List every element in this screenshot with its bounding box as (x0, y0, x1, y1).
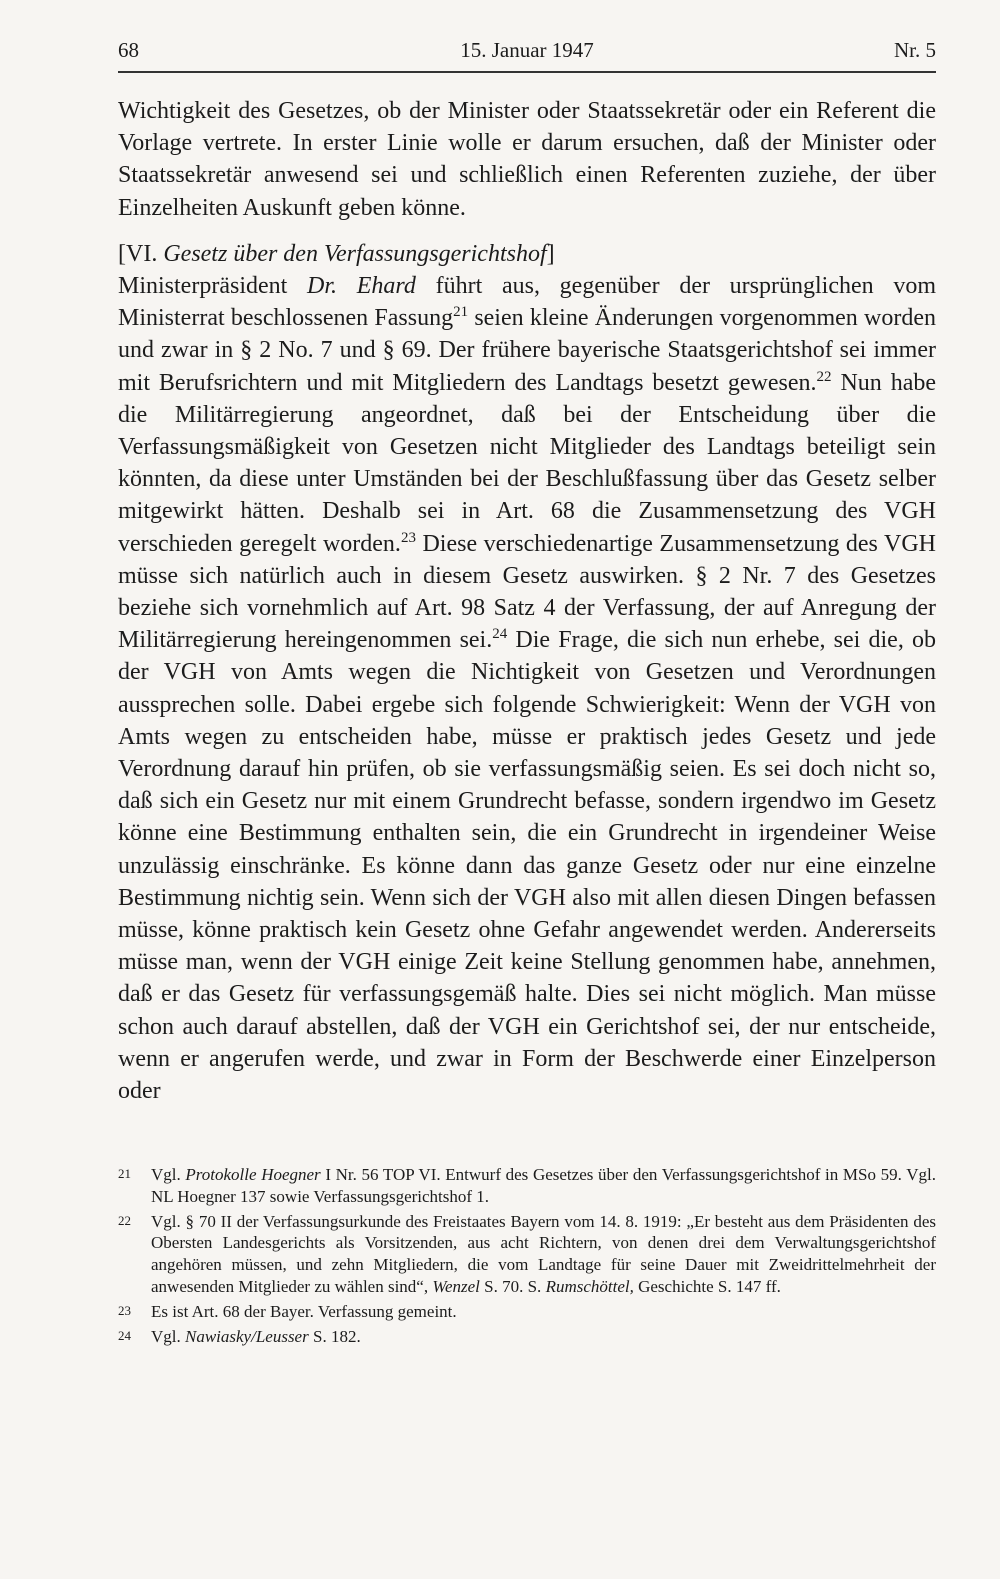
footnote-22: 22 Vgl. § 70 II der Verfassungsurkunde des Freistaates Bayern vom 14. 8. 1919: „Er besteht aus dem Präsidenten des Obersten Landesgerichts als Vorsitzenden, aus acht Richtern, von denen drei dem Verwaltungsgerichtshof angehören müssen, und zehn Mitgliedern, die vom Landtage für seine Dauer mit Zweidrittelmehrheit der anwesenden Mitglieder zu wählen sind“, Wenzel S. 70. S. Rumschöttel, Geschichte S. 147 ff. (118, 1211, 936, 1296)
paragraph-1: Wichtigkeit des Gesetzes, ob der Minister oder Staatssekretär oder ein Referent die Vorlage vertrete. In erster Linie wolle er darum ersuchen, daß der Minister oder Staatssekretär anwesend sei und schließlich einen Referenten zuziehe, der über Einzelheiten Auskunft geben könne. (118, 98, 936, 221)
issue-number: Nr. 5 (894, 38, 936, 62)
main-text (118, 95, 936, 1107)
footnotes (118, 1164, 936, 1350)
footnote-ref-22[interactable]: 22 (816, 368, 832, 385)
header-date: 15. Januar 1947 (460, 38, 594, 62)
footnote-ref-24[interactable]: 24 (492, 626, 508, 643)
person-name: Dr. Ehard (307, 273, 416, 300)
footnote-23: 23 Es ist Art. 68 der Bayer. Verfassung gemeint. (118, 1301, 457, 1321)
section-heading-title: Gesetz über den Verfassungsgerichtshof (163, 240, 547, 267)
paragraph-2: Ministerpräsident Dr. Ehard führt aus, gegenüber der ursprünglichen vom Ministerrat beschlossenen Fassung$^{21}$ seien kleine Änderungen vorgenommen worden und zwar in § 2 No. 7 und § 69. Der frühere bayerische Staatsgerichtshof sei immer mit Berufsrichtern und mit Mitgliedern des Landtags besetzt gewesen.$^{22}$ Nun habe die Militärregierung angeordnet, daß bei der Entscheidung über die Verfassungsmäßigkeit von Gesetzen nicht Mitglieder des Landtags beteiligt sein könnten, da diese unter Umständen bei der Beschlußfassung über das Gesetz selber mitgewirkt hätten. Deshalb sei in Art. 68 die Zusammensetzung des VGH verschieden geregelt worden.$^{23}$ Diese verschiedenartige Zusammensetzung des VGH müsse sich natürlich auch in diesem Gesetz auswirken. § 2 Nr. 7 des Gesetzes beziehe sich vornehmlich auf Art. 98 Satz 4 der Verfassung, der auf Anregung der Militärregierung hereingenommen sei.$^{24}$ Die Frage, die sich nun erhebe, sei die, ob der VGH von Amts wegen die Nichtigkeit von Gesetzen und Verordnungen aussprechen solle. Dabei ergebe sich folgende Schwierigkeit: Wenn der VGH von Amts wegen zu entscheiden habe, müsse er praktisch jedes Gesetz und jede Verordnung darauf hin prüfen, ob sie verfassungsmäßig seien. Es sei doch nicht so, daß sich ein Gesetz nur mit einem Grundrecht befasse, sondern irgendwo im Gesetz könne eine Bestimmung enthalten sein, die ein Grundrecht in irgendeiner Weise unzulässig einschränke. Es könne dann das ganze Gesetz oder nur eine einzelne Bestimmung nichtig sein. Wenn sich der VGH also mit allen diesen Dingen befassen müsse, könne praktisch kein Gesetz ohne Gefahr angewendet werden. Andererseits müsse man, wenn der VGH einige Zeit keine Stellung genommen habe, annehmen, daß er das Gesetz für verfassungsgemäß halte. Dies sei nicht möglich. Man müsse schon auch darauf abstellen, daß der VGH ein Gerichtshof sei, der nur entscheide, wenn er angerufen werde, und zwar in Form der Beschwerde einer Einzelperson oder (118, 273, 937, 1105)
footnote-21: 21 Vgl. Protokolle Hoegner I Nr. 56 TOP VI. Entwurf des Gesetzes über den Verfassungsgerichtshof in MSo 59. Vgl. NL Hoegner 137 sowie Verfassungsgerichtshof 1. (118, 1165, 936, 1206)
header-rule (118, 71, 936, 73)
footnote-24: 24 Vgl. Nawiasky/Leusser S. 182. (118, 1326, 361, 1346)
running-header (118, 38, 936, 74)
section-heading: [VI. Gesetz über den Verfassungsgerichtshof] (118, 240, 555, 267)
page-number: 68 (118, 38, 139, 62)
footnote-ref-21[interactable]: 21 (453, 304, 469, 321)
footnote-ref-23[interactable]: 23 (400, 529, 416, 546)
